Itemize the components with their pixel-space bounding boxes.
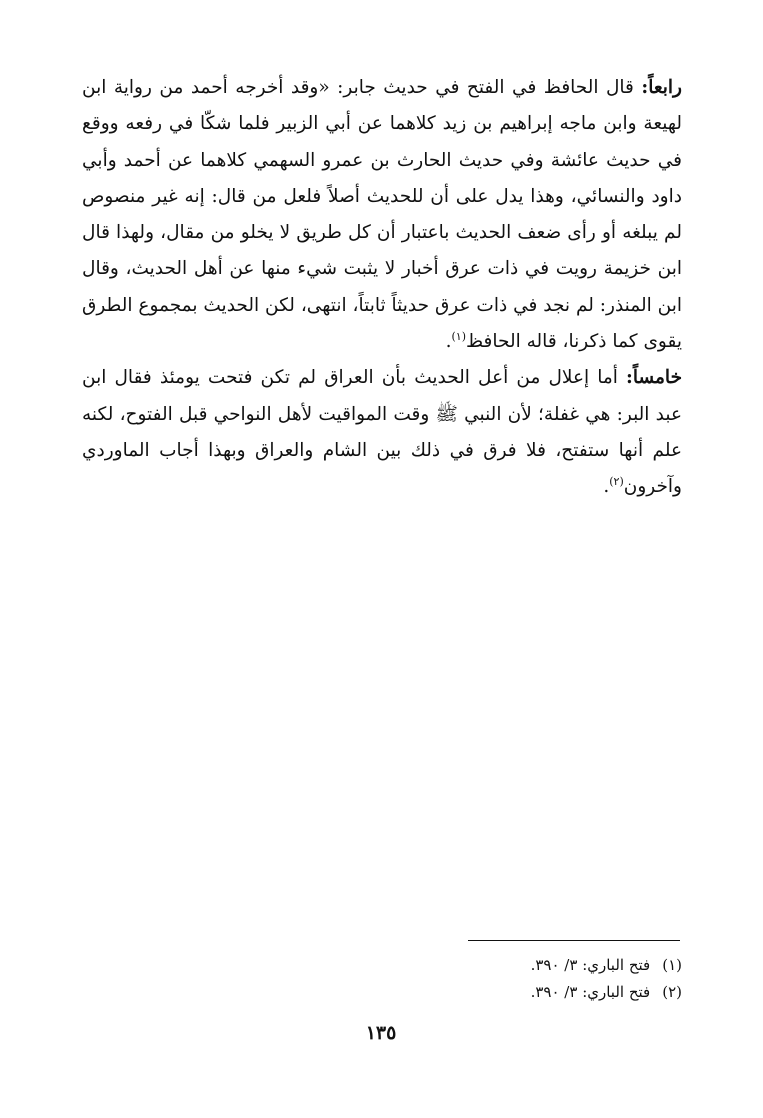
main-text — [82, 70, 682, 506]
footnote-divider — [468, 940, 680, 941]
page-number: ١٣٥ — [365, 1022, 397, 1044]
footnote-item — [300, 979, 682, 1006]
paragraph-body: أما إعلال من أعل الحديث بأن العراق لم تكن فتحت يومئذ فقال ابن عبد البر: هي غفلة؛ لأن النبي ﷺ وقت المواقيت لأهل النواحي قبل الفتوح، لكنه علم أنها ستفتح، فلا فرق في ذلك بين الشام والعراق وبهذا أجاب الماوردي وآخرون — [82, 367, 683, 498]
footnote-item — [300, 952, 682, 979]
footnote-text: فتح الباري: ٣/ ٣٩٠. — [530, 983, 651, 1001]
footnote-reference[interactable]: (١) — [451, 329, 466, 343]
footnote-reference[interactable]: (٢) — [609, 475, 624, 489]
paragraph-end: . — [445, 331, 452, 353]
paragraph-fourth — [82, 70, 682, 360]
footnote-number: (٢) — [662, 983, 682, 1001]
paragraph-end: . — [603, 476, 610, 498]
footnotes — [300, 952, 682, 1006]
paragraph-lead: رابعاً: — [641, 77, 682, 98]
paragraph-body: قال الحافظ في الفتح في حديث جابر: «وقد أخرجه أحمد من رواية ابن لهيعة وابن ماجه إبراهيم بن زيد كلاهما عن أبي الزبير فلما شكّا في رفعه ووقع في حديث عائشة وفي حديث الحارث بن عمرو السهمي كلاهما عن أحمد وأبي داود والنسائي، وهذا يدل على أن للحديث أصلاً فلعل من قال: إنه غير منصوص لم يبلغه أو رأى ضعف الحديث باعتبار أن كل طريق لا يخلو من مقال، ولهذا قال ابن خزيمة رويت في ذات عرق أخبار لا يثبت شيء منها عن أهل الحديث، وقال ابن المنذر: لم نجد في ذات عرق حديثاً ثابتاً، انتهى، لكن الحديث بمجموع الطرق يقوى كما ذكرنا، قاله الحافظ — [82, 77, 682, 353]
paragraph-lead: خامساً: — [626, 367, 682, 389]
footnote-text: فتح الباري: ٣/ ٣٩٠. — [530, 956, 651, 974]
footnote-number: (١) — [662, 956, 682, 974]
paragraph-fifth — [82, 360, 682, 505]
